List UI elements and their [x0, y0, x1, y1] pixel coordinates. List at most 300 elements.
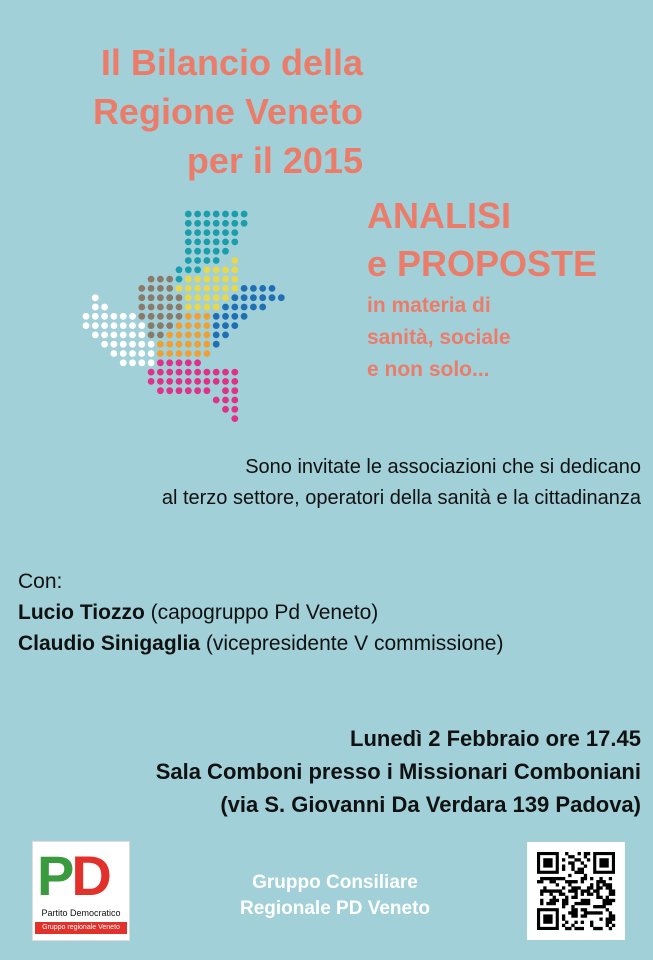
qr-module: [568, 874, 571, 877]
map-dot: [166, 285, 173, 292]
map-dot: [138, 359, 145, 366]
qr-module: [609, 893, 612, 896]
qr-module: [584, 902, 587, 905]
map-dot: [231, 415, 238, 422]
qr-module: [540, 880, 543, 883]
qr-module: [609, 886, 612, 889]
map-dot: [231, 257, 238, 264]
qr-module: [606, 896, 609, 899]
speaker-role: (capogruppo Pd Veneto): [150, 601, 379, 624]
qr-module: [584, 874, 587, 877]
map-dot: [148, 350, 155, 357]
map-dot: [194, 266, 201, 273]
headline: [367, 192, 597, 288]
qr-module: [549, 893, 552, 896]
map-dot: [194, 369, 201, 376]
map-dot: [138, 313, 145, 320]
qr-module: [599, 858, 608, 867]
qr-module: [571, 924, 574, 927]
qr-module: [609, 877, 612, 880]
map-dot: [148, 294, 155, 301]
map-dot: [194, 350, 201, 357]
map-dot: [166, 294, 173, 301]
map-dot: [185, 239, 192, 246]
qr-module: [584, 908, 587, 911]
qr-module: [587, 902, 590, 905]
map-dot: [194, 257, 201, 264]
speaker-role: (vicepresidente V commissione): [205, 632, 504, 655]
qr-module: [609, 899, 612, 902]
map-dot: [120, 332, 127, 339]
qr-module: [540, 899, 543, 902]
qr-module: [599, 918, 602, 921]
map-dot: [213, 257, 220, 264]
qr-module: [584, 877, 587, 880]
map-dot: [138, 294, 145, 301]
map-dot: [92, 332, 99, 339]
qr-module: [543, 858, 552, 867]
map-dot: [231, 369, 238, 376]
map-dot: [213, 332, 220, 339]
qr-module: [568, 911, 571, 914]
qr-module: [609, 914, 612, 917]
map-dot: [138, 341, 145, 348]
map-dot: [194, 387, 201, 394]
qr-module: [596, 883, 599, 886]
qr-module: [578, 902, 581, 905]
map-dot: [101, 322, 108, 329]
qr-module: [553, 902, 556, 905]
qr-module: [609, 918, 612, 921]
map-dot: [185, 276, 192, 283]
pd-logo-bar: Gruppo regionale Veneto: [35, 922, 127, 934]
map-dot: [185, 387, 192, 394]
map-dot: [231, 266, 238, 273]
headline-line: ANALISI: [367, 195, 511, 236]
map-dot: [176, 387, 183, 394]
qr-module: [581, 871, 584, 874]
map-dot: [269, 294, 276, 301]
map-dot: [204, 285, 211, 292]
map-dot: [120, 350, 127, 357]
qr-module: [553, 896, 556, 899]
qr-module: [609, 927, 612, 930]
qr-module: [606, 918, 609, 921]
qr-module: [549, 880, 552, 883]
qr-module: [571, 861, 574, 864]
map-dot: [111, 332, 118, 339]
map-dot: [241, 211, 248, 218]
map-dot: [185, 332, 192, 339]
qr-module: [571, 908, 574, 911]
qr-module: [565, 921, 568, 924]
map-dot: [194, 294, 201, 301]
qr-module: [571, 855, 574, 858]
map-dot: [222, 239, 229, 246]
qr-module: [565, 896, 568, 899]
map-dot: [138, 322, 145, 329]
qr-module: [578, 886, 581, 889]
qr-module: [568, 855, 571, 858]
map-dot: [166, 350, 173, 357]
qr-module: [581, 914, 584, 917]
map-dot: [204, 350, 211, 357]
qr-module: [596, 911, 599, 914]
qr-module: [543, 886, 546, 889]
map-dot: [204, 341, 211, 348]
speaker-name: Lucio Tiozzo: [18, 601, 145, 624]
qr-module: [565, 902, 568, 905]
qr-module: [568, 889, 571, 892]
map-dot: [157, 294, 164, 301]
event-date: Lunedì 2 Febbraio ore 17.45: [350, 726, 641, 751]
qr-module: [584, 889, 587, 892]
map-dot: [157, 387, 164, 394]
qr-module: [593, 927, 596, 930]
qr-module: [612, 914, 615, 917]
map-dot: [129, 313, 136, 320]
map-dot: [213, 239, 220, 246]
map-dot: [185, 322, 192, 329]
qr-module: [574, 893, 577, 896]
map-dot: [204, 313, 211, 320]
qr-module: [559, 889, 562, 892]
map-dot: [204, 239, 211, 246]
map-dot: [185, 378, 192, 385]
qr-module: [590, 924, 593, 927]
qr-module: [587, 858, 590, 861]
qr-module: [578, 868, 581, 871]
map-dot: [92, 304, 99, 311]
title-line: per il 2015: [186, 140, 363, 181]
qr-module: [574, 889, 577, 892]
qr-module: [599, 905, 602, 908]
qr-module: [590, 883, 593, 886]
map-dot: [213, 304, 220, 311]
map-dot: [222, 285, 229, 292]
map-dot: [204, 369, 211, 376]
qr-module: [587, 886, 590, 889]
map-dot: [194, 220, 201, 227]
qr-module: [581, 889, 584, 892]
map-dot: [259, 285, 266, 292]
map-dot: [92, 313, 99, 320]
qr-module: [571, 868, 574, 871]
qr-module: [571, 889, 574, 892]
map-dot: [185, 257, 192, 264]
map-dot: [185, 266, 192, 273]
subheadline-line: sanità, sociale: [367, 326, 511, 349]
map-dot: [185, 341, 192, 348]
map-dot: [166, 332, 173, 339]
event-details: [156, 722, 641, 821]
map-dot: [231, 322, 238, 329]
map-dot: [269, 285, 276, 292]
qr-module: [562, 868, 565, 871]
map-dot: [204, 332, 211, 339]
map-dot: [148, 378, 155, 385]
qr-module: [571, 886, 574, 889]
qr-module: [568, 880, 571, 883]
map-dot: [194, 304, 201, 311]
qr-module: [565, 852, 568, 855]
subheadline: [367, 290, 511, 386]
speaker-name: Claudio Sinigaglia: [18, 632, 201, 655]
map-dot: [185, 359, 192, 366]
map-dot: [166, 369, 173, 376]
map-dot: [213, 294, 220, 301]
qr-module: [581, 902, 584, 905]
map-dot: [185, 285, 192, 292]
qr-module: [540, 893, 543, 896]
qr-module: [584, 852, 587, 855]
qr-module: [568, 927, 571, 930]
map-dot: [194, 322, 201, 329]
footer-line: Gruppo Consiliare: [252, 872, 418, 893]
map-dot: [194, 229, 201, 236]
qr-module: [556, 889, 559, 892]
map-dot: [222, 332, 229, 339]
map-dot: [231, 313, 238, 320]
map-dot: [222, 248, 229, 255]
map-dot: [101, 304, 108, 311]
qr-module: [581, 927, 584, 930]
map-dot: [157, 369, 164, 376]
map-dot: [111, 350, 118, 357]
map-dot: [204, 276, 211, 283]
qr-module: [546, 889, 549, 892]
map-dot: [194, 378, 201, 385]
qr-module: [587, 852, 590, 855]
map-dot: [120, 359, 127, 366]
speaker-row: [18, 597, 503, 628]
qr-module: [578, 927, 581, 930]
qr-module: [571, 896, 574, 899]
map-dot: [185, 229, 192, 236]
qr-module: [603, 883, 606, 886]
map-dot: [148, 276, 155, 283]
qr-module: [549, 877, 552, 880]
qr-module: [581, 880, 584, 883]
qr-module: [574, 858, 577, 861]
map-dot: [250, 294, 257, 301]
invitation-line: Sono invitate le associazioni che si dedicano: [245, 456, 641, 478]
pd-logo-p: P: [37, 844, 72, 907]
map-dot: [101, 313, 108, 320]
map-dot: [166, 341, 173, 348]
speakers-intro: Con:: [18, 570, 63, 593]
qr-module: [581, 899, 584, 902]
qr-module: [593, 911, 596, 914]
qr-module: [562, 893, 565, 896]
map-dot: [231, 211, 238, 218]
map-dot: [213, 322, 220, 329]
map-dot: [204, 304, 211, 311]
qr-module: [549, 889, 552, 892]
qr-module: [562, 905, 565, 908]
map-dot: [250, 285, 257, 292]
qr-module: [603, 905, 606, 908]
map-dot: [176, 276, 183, 283]
qr-module: [562, 902, 565, 905]
map-dot: [222, 369, 229, 376]
map-dot: [222, 387, 229, 394]
map-dot: [204, 322, 211, 329]
qr-module: [571, 914, 574, 917]
qr-module: [609, 883, 612, 886]
map-dot: [204, 248, 211, 255]
map-dot: [157, 378, 164, 385]
map-dot: [222, 276, 229, 283]
map-dot: [231, 239, 238, 246]
map-dot: [148, 359, 155, 366]
speaker-row: [18, 628, 503, 659]
qr-module: [581, 893, 584, 896]
map-dot: [204, 294, 211, 301]
map-dot: [204, 229, 211, 236]
map-dot: [185, 248, 192, 255]
map-dot: [157, 313, 164, 320]
qr-module: [581, 908, 584, 911]
invitation-line: al terzo settore, operatori della sanità e la cittadinanza: [161, 487, 641, 509]
qr-module: [599, 877, 602, 880]
qr-module: [596, 893, 599, 896]
qr-module: [581, 877, 584, 880]
qr-module: [574, 914, 577, 917]
map-dot: [92, 322, 99, 329]
map-dot: [176, 369, 183, 376]
map-dot: [185, 304, 192, 311]
qr-module: [553, 880, 556, 883]
qr-code-image: [527, 842, 625, 940]
map-dot: [129, 350, 136, 357]
qr-module: [612, 893, 615, 896]
map-dot: [222, 304, 229, 311]
qr-module: [609, 911, 612, 914]
map-dot: [176, 304, 183, 311]
map-dot: [231, 304, 238, 311]
map-dot: [185, 220, 192, 227]
qr-module: [543, 877, 546, 880]
map-dot: [259, 294, 266, 301]
qr-module: [553, 889, 556, 892]
map-dot: [83, 322, 90, 329]
qr-module: [540, 902, 543, 905]
map-dot: [157, 359, 164, 366]
qr-module: [599, 880, 602, 883]
qr-module: [571, 911, 574, 914]
qr-module: [587, 899, 590, 902]
speakers-section: [18, 566, 503, 659]
qr-module: [593, 889, 596, 892]
qr-module: [581, 868, 584, 871]
qr-module: [603, 899, 606, 902]
map-dot: [194, 332, 201, 339]
qr-module: [556, 877, 559, 880]
map-dot: [157, 341, 164, 348]
qr-module: [612, 899, 615, 902]
map-dot: [83, 313, 90, 320]
map-dot: [176, 294, 183, 301]
qr-module: [565, 927, 568, 930]
map-dot: [213, 276, 220, 283]
map-dot: [176, 378, 183, 385]
qr-module: [596, 927, 599, 930]
map-dot: [166, 304, 173, 311]
qr-module: [584, 899, 587, 902]
map-dot: [204, 378, 211, 385]
qr-module: [609, 902, 612, 905]
qr-module: [540, 877, 543, 880]
pd-logo-caption: Partito Democratico: [41, 908, 121, 918]
map-dot: [185, 211, 192, 218]
pd-logo: [32, 841, 130, 941]
map-dot: [204, 257, 211, 264]
map-dot: [231, 229, 238, 236]
qr-module: [593, 905, 596, 908]
event-venue: Sala Comboni presso i Missionari Comboniani: [155, 759, 641, 784]
map-dot: [231, 294, 238, 301]
qr-module: [565, 899, 568, 902]
qr-module: [562, 886, 565, 889]
qr-module: [546, 877, 549, 880]
qr-module: [559, 877, 562, 880]
qr-module: [584, 911, 587, 914]
map-dot: [213, 220, 220, 227]
qr-module: [565, 880, 568, 883]
map-dot: [222, 406, 229, 413]
qr-module: [599, 886, 602, 889]
map-dot: [213, 248, 220, 255]
qr-module: [556, 883, 559, 886]
map-dot: [129, 332, 136, 339]
qr-module: [578, 871, 581, 874]
footer-group-name: [180, 870, 490, 922]
map-dot: [111, 313, 118, 320]
map-dot: [120, 313, 127, 320]
map-dot: [157, 285, 164, 292]
qr-module: [574, 896, 577, 899]
headline-line: e PROPOSTE: [367, 243, 598, 284]
map-dot: [157, 350, 164, 357]
map-dot: [176, 332, 183, 339]
qr-module: [596, 889, 599, 892]
qr-module: [562, 858, 565, 861]
qr-module: [562, 914, 565, 917]
map-dot: [231, 276, 238, 283]
qr-module: [537, 880, 540, 883]
map-dot: [259, 304, 266, 311]
qr-module: [606, 921, 609, 924]
qr-module: [574, 911, 577, 914]
qr-module: [612, 889, 615, 892]
qr-module: [574, 871, 577, 874]
map-dot: [92, 294, 99, 301]
map-dot: [194, 248, 201, 255]
qr-module: [590, 911, 593, 914]
qr-module: [556, 899, 559, 902]
qr-module: [540, 889, 543, 892]
qr-module: [606, 902, 609, 905]
map-dot: [222, 378, 229, 385]
qr-module: [606, 886, 609, 889]
qr-module: [609, 921, 612, 924]
map-dot: [148, 285, 155, 292]
map-dot: [166, 322, 173, 329]
subheadline-line: in materia di: [367, 294, 491, 317]
map-dot: [213, 397, 220, 404]
qr-module: [612, 924, 615, 927]
